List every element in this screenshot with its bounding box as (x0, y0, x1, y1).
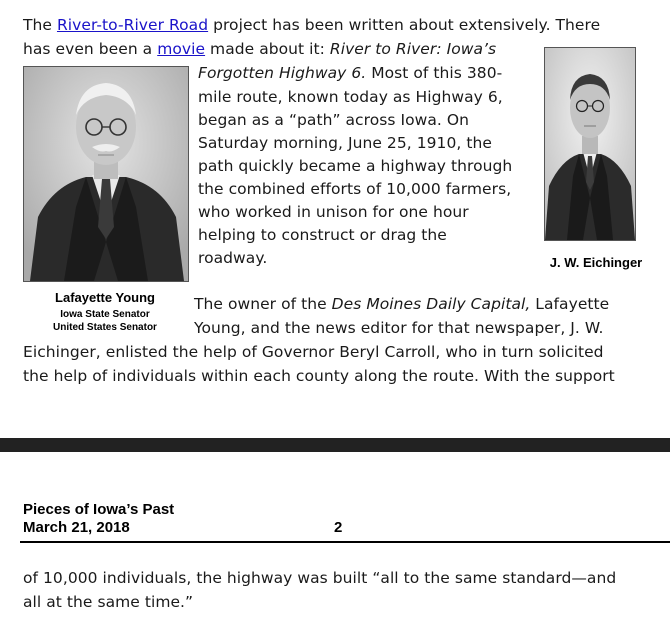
lafayette-young-caption-title-1: Iowa State Senator (60, 309, 150, 320)
p1-line-11: roadway. (198, 249, 268, 267)
footer-date: March 21, 2018 (23, 519, 130, 536)
river-to-river-road-link[interactable]: River-to-River Road (56, 16, 209, 34)
p1-line-5: began as a “path” across Iowa. On (198, 111, 469, 129)
p1-line-7: path quickly became a highway through (198, 157, 513, 175)
page-break-divider (0, 438, 670, 452)
p2-line-1: The owner of the Des Moines Daily Capital, Lafayette (194, 295, 610, 313)
p1-line-10: helping to construct or drag the (198, 226, 447, 244)
p2-line-3: Eichinger, enlisted the help of Governor Beryl Carroll, who in turn solicited (23, 343, 604, 361)
continued-line-1: of 10,000 individuals, the highway was built “all to the same standard—and (23, 569, 617, 587)
p1-line-8: the combined efforts of 10,000 farmers, (198, 180, 512, 198)
lafayette-young-caption-title-2: United States Senator (53, 322, 157, 333)
lafayette-young-caption-name: Lafayette Young (55, 290, 155, 305)
p2-line-4: the help of individuals within each county along the route. With the support (23, 367, 615, 385)
p1-line-1: The River-to-River Road project has been written about extensively. There (23, 16, 601, 34)
footer-rule (20, 541, 670, 543)
p1-line-4: mile route, known today as Highway 6, (198, 88, 503, 106)
continued-line-2: all at the same time.” (23, 593, 194, 611)
eichinger-photo (544, 47, 636, 241)
p1-line-9: who worked in unison for one hour (198, 203, 469, 221)
eichinger-caption: J. W. Eichinger (549, 255, 643, 270)
lafayette-young-photo (23, 66, 189, 282)
footer-page-number: 2 (334, 519, 343, 536)
movie-link[interactable]: movie (157, 40, 206, 58)
p1-line-6: Saturday morning, June 25, 1910, the (198, 134, 492, 152)
p2-line-2: Young, and the news editor for that newspaper, J. W. (194, 319, 604, 337)
p1-line-2: has even been a movie made about it: River to River: Iowa’s (23, 40, 497, 58)
p1-line-3: Forgotten Highway 6. Most of this 380- (198, 64, 503, 82)
footer-publication: Pieces of Iowa’s Past (23, 501, 175, 518)
